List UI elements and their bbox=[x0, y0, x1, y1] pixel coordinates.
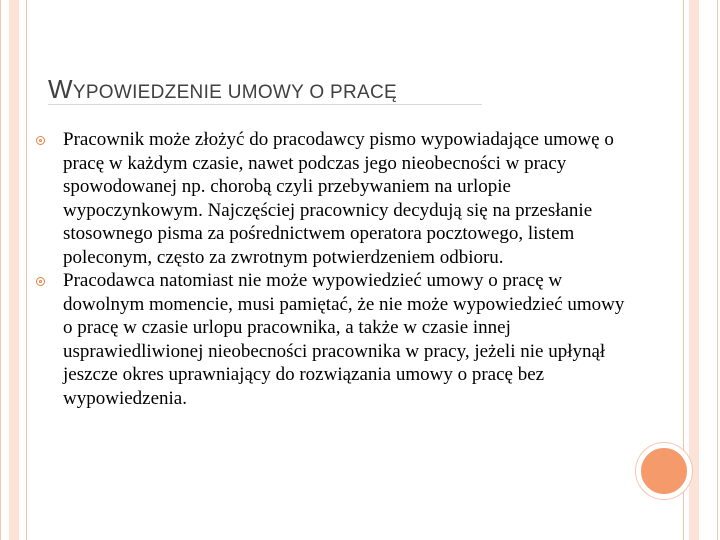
ring-bullet-icon bbox=[36, 277, 45, 286]
slide-title-rest: YPOWIEDZENIE UMOWY O PRACĘ bbox=[72, 82, 397, 103]
title-underline bbox=[48, 104, 482, 105]
orange-circle-decoration-icon bbox=[636, 443, 692, 499]
slide-title bbox=[48, 76, 397, 102]
bullet-item-2 bbox=[36, 269, 636, 410]
slide-content bbox=[36, 128, 636, 410]
bullet-text-2: Pracodawca natomiast nie może wypowiedzieć umowy o pracę w dowolnym momencie, musi pamiętać, że nie może wypowiedzieć umowy o pracę w czasie urlopu pracownika, a także w czasie innej usprawiedliwionej nieobecności pracownika w pracy, jeżeli nie upłynął jeszcze okres uprawniający do rozwiązania umowy o pracę bez wypowiedzenia. bbox=[63, 270, 625, 409]
ring-bullet-icon bbox=[36, 136, 45, 145]
bullet-item-1 bbox=[36, 128, 636, 269]
bullet-text-1: Pracownik może złożyć do pracodawcy pismo wypowiadające umowę o pracę w każdym czasie, nawet podczas jego nieobecności w pracy spowodowanej np. chorobą czyli przebywaniem na urlopie wypoczynkowym. Najczęściej pracownicy decydują się na przesłanie stosownego pisma za pośrednictwem operatora pocztowego, listem poleconym, często za zwrotnym potwierdzeniem odbioru. bbox=[63, 129, 614, 268]
slide-title-first-letter: W bbox=[48, 74, 73, 104]
